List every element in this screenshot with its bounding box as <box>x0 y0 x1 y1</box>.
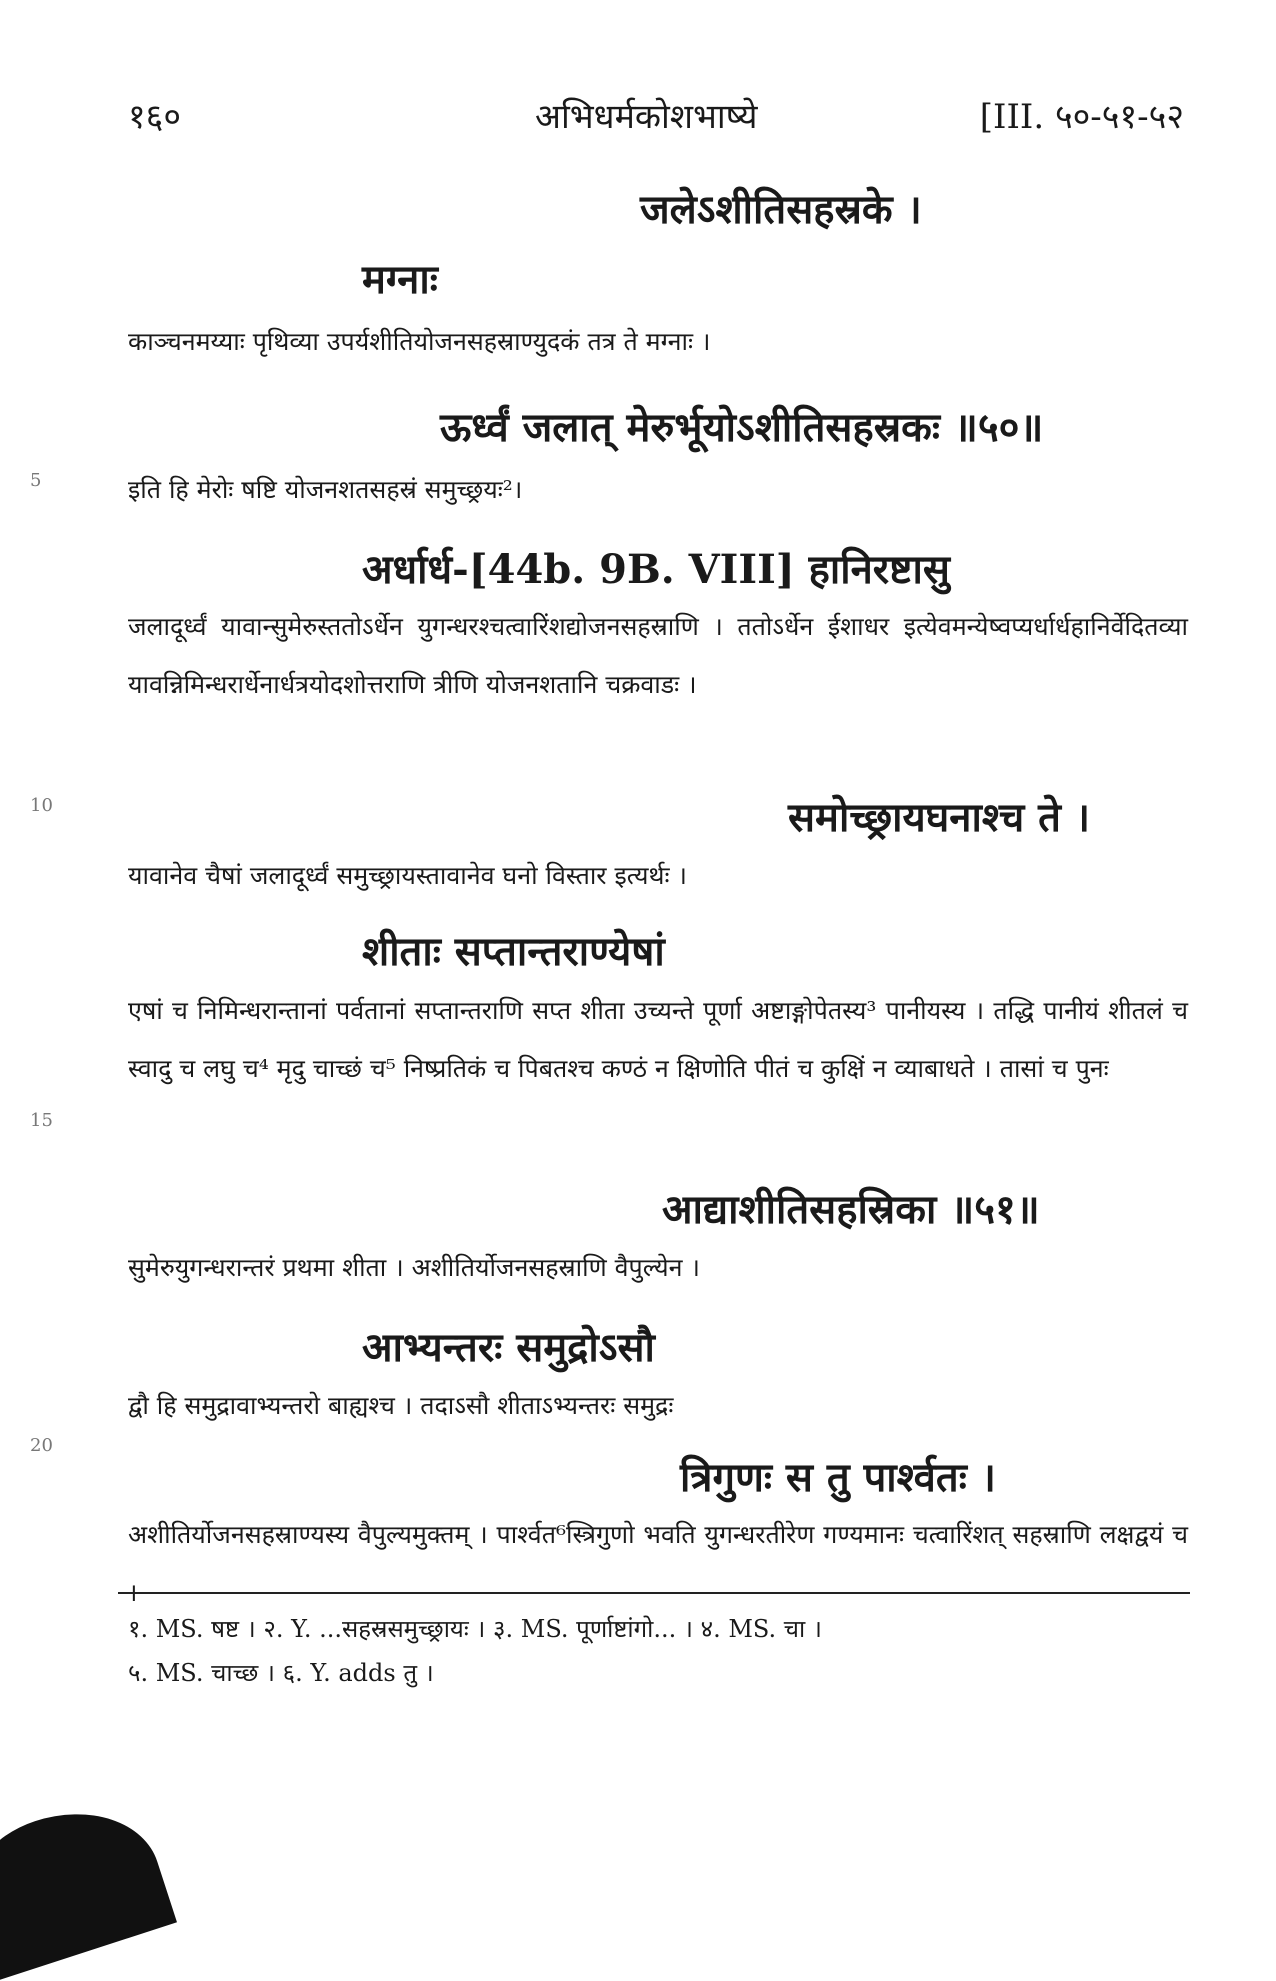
commentary-text: एषां च निमिन्धरान्तानां पर्वतानां सप्तान्तराणि सप्त शीता उच्यन्ते पूर्णा अष्टाङ्गोपेतस्य³ पानीयस्य । तद्धि पानीयं शीतलं च स्वादु च लघु च⁴ मृदु चाच्छं च⁵ निष्प्रतिकं च पिबतश्च कण्ठं न क्षिणोति पीतं च कुक्षिं न व्याबाधते । तासां च पुनः <box>128 996 1188 1083</box>
footnote-line: ५. MS. चाच्छ । ६. Y. adds तु । <box>128 1659 434 1687</box>
karika-verse: आद्याशीतिसहस्रिका ॥५१॥ <box>662 1186 1040 1233</box>
commentary-text: यावानेव चैषां जलादूर्ध्वं समुच्छ्रायस्तावानेव घनो विस्तार इत्यर्थः । <box>128 861 687 890</box>
section-reference: [III. ५०-५१-५२ <box>979 97 1184 137</box>
karika-verse: आभ्यन्तरः समुद्रोऽसौ <box>362 1324 655 1371</box>
page-number: १६० <box>128 97 182 137</box>
commentary-text: इति हि मेरोः षष्टि योजनशतसहस्रं समुच्छ्रयः²। <box>128 475 523 504</box>
commentary-text: अशीतिर्योजनसहस्राण्यस्य वैपुल्यमुक्तम् । पार्श्वत⁶स्त्रिगुणो भवति युगन्धरतीरेण गण्यमानः चत्वारिंशत् सहस्राणि लक्षद्वयं च । <box>128 1520 1188 1607</box>
commentary-text: सुमेरुयुगन्धरान्तरं प्रथमा शीता । अशीतिर्योजनसहस्राणि वैपुल्येन । <box>128 1253 700 1282</box>
footnote-divider <box>118 1592 1190 1594</box>
karika-verse: मग्नाः <box>362 256 438 303</box>
line-number: 5 <box>30 470 42 491</box>
commentary-text: द्वौ हि समुद्रावाभ्यन्तरो बाह्यश्च । तदाऽसौ शीताऽभ्यन्तरः समुद्रः <box>128 1391 674 1420</box>
karika-verse: ऊर्ध्वं जलात् मेरुर्भूयोऽशीतिसहस्रकः ॥५०॥ <box>440 404 1044 451</box>
scan-edge-shadow <box>0 1789 177 1981</box>
footnote-line: १. MS. षष्ट । २. Y. ...सहस्रसमुच्छ्रायः । ३. MS. पूर्णाष्टांगो... । ४. MS. चा । <box>128 1615 822 1643</box>
commentary-text: काञ्चनमय्याः पृथिव्या उपर्यशीतियोजनसहस्राण्युदकं तत्र ते मग्नाः । <box>128 327 711 356</box>
commentary-text: जलादूर्ध्वं यावान्सुमेरुस्ततोऽर्धेन युगन्धरश्चत्वारिंशद्योजनसहस्राणि । ततोऽर्धेन ईशाधर इत्येवमन्येष्वप्यर्धार्धहानिर्वेदितव्या यावन्निमिन्धरार्धेनार्धत्रयोदशोत्तराणि त्रीणि योजनशतानि चक्रवाडः । <box>128 612 1188 699</box>
karika-verse: त्रिगुणः स तु पार्श्वतः । <box>680 1454 996 1501</box>
karika-verse: समोच्छ्रायघनाश्च ते । <box>788 794 1091 841</box>
line-number: 15 <box>30 1110 53 1131</box>
line-number: 20 <box>30 1435 53 1456</box>
karika-verse: शीताः सप्तान्तराण्येषां <box>362 928 665 975</box>
running-title: अभिधर्मकोशभाष्ये <box>535 97 758 137</box>
karika-verse: जलेऽशीतिसहस्रके । <box>640 186 922 233</box>
karika-verse: अर्धार्ध-[44b. 9B. VIII] हानिरष्टासु <box>362 546 950 593</box>
line-number: 10 <box>30 795 53 816</box>
